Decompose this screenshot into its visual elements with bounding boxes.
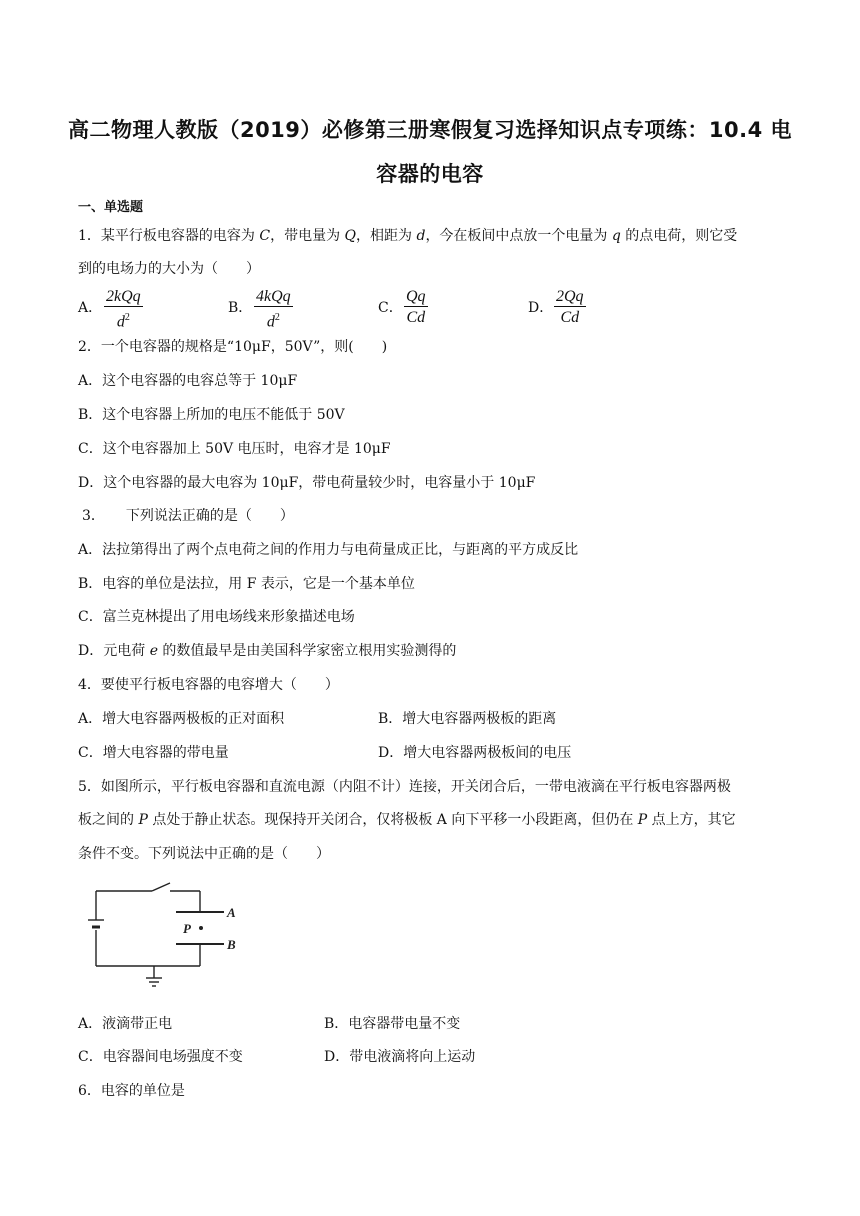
q4-stem: 4．要使平行板电容器的电容增大（ ） — [78, 677, 339, 693]
q1-text: 1．某平行板电容器的电容为 — [78, 228, 260, 244]
document-title-line-2: 容器的电容 — [376, 162, 484, 186]
q2-stem: 2．一个电容器的规格是“10μF，50V”，则( ) — [78, 339, 388, 355]
q3-option-b: B．电容的单位是法拉，用 F 表示，它是一个基本单位 — [78, 576, 415, 592]
q3-option-d-text: D．元电荷 — [78, 643, 150, 659]
q1-option-b-label: B． — [228, 300, 253, 316]
q1-var-c: C — [259, 228, 271, 244]
q5-stem-line-2 — [78, 810, 736, 830]
q3-option-d-text: 的数值最早是由美国科学家密立根用实验测得的 — [157, 643, 457, 659]
q3-option-c: C．富兰克林提出了用电场线来形象描述电场 — [78, 609, 355, 625]
q4-option-a: A．增大电容器两极板的正对面积 — [78, 711, 285, 727]
q1-text: ，带电量为 — [270, 228, 345, 244]
q3-stem: 3． 下列说法正确的是（ ） — [82, 508, 294, 524]
formula-numerator: 2kQq — [106, 288, 141, 305]
q1-text: ，相距为 — [356, 228, 417, 244]
droplet-point-p — [199, 926, 203, 930]
q3-var-e: e — [149, 643, 158, 659]
q1-text: ，今在板间中点放一个电量为 — [425, 228, 612, 244]
q5-stem-line-1: 5．如图所示，平行板电容器和直流电源（内阻不计）连接，开关闭合后，一带电液滴在平行板电容器两极 — [78, 779, 731, 795]
q5-option-b: B．电容器带电量不变 — [324, 1016, 461, 1032]
q1-option-d-label: D． — [528, 300, 554, 316]
q2-option-a: A．这个电容器的电容总等于 10μF — [78, 373, 298, 389]
battery-symbol — [88, 920, 104, 927]
formula-numerator: 4kQq — [256, 288, 291, 305]
q5-option-a: A．液滴带正电 — [78, 1016, 173, 1032]
q1-var-q-point: q — [611, 228, 621, 244]
label-a: A — [227, 905, 236, 920]
q4-option-b: B．增大电容器两极板的距离 — [378, 711, 557, 727]
label-b: B — [227, 937, 236, 952]
formula-numerator: 2Qq — [556, 288, 584, 305]
q4-option-d: D．增大电容器两极板间的电压 — [378, 745, 572, 761]
q4-option-c: C．增大电容器的带电量 — [78, 745, 229, 761]
q1-var-q-charge: Q — [344, 228, 357, 244]
q5-text: 点处于静止状态。现保持开关闭合，仅将极板 A 向下平移一小段距离，但仍在 — [147, 812, 638, 828]
q1-option-a-formula — [104, 288, 143, 330]
q2-option-c: C．这个电容器加上 50V 电压时，电容才是 10μF — [78, 441, 391, 457]
q5-stem-line-3: 条件不变。下列说法中正确的是（ ） — [78, 846, 330, 862]
q5-text: 点上方，其它 — [647, 812, 736, 828]
q1-option-c-formula — [404, 288, 428, 326]
q3-option-a: A．法拉第得出了两个点电荷之间的作用力与电荷量成正比，与距离的平方成反比 — [78, 542, 579, 558]
q5-circuit-diagram — [78, 880, 248, 992]
q1-option-d-formula — [554, 288, 586, 326]
q5-var-p: P — [138, 812, 148, 828]
q2-option-b: B．这个电容器上所加的电压不能低于 50V — [78, 407, 345, 423]
formula-den-base: d — [116, 313, 125, 331]
q1-option-a-label: A． — [78, 300, 103, 316]
formula-numerator: Qq — [406, 288, 426, 305]
q3-option-d — [78, 641, 456, 661]
formula-denominator — [117, 307, 130, 330]
q2-option-d: D．这个电容器的最大电容为 10μF，带电荷量较少时，电容量小于 10μF — [78, 475, 536, 491]
formula-den-exponent: 2 — [274, 312, 280, 323]
formula-den-exponent: 2 — [124, 312, 130, 323]
formula-denominator — [267, 307, 280, 330]
section-heading: 一、单选题 — [78, 200, 144, 215]
q1-text: 的点电荷，则它受 — [620, 228, 738, 244]
q5-option-d: D．带电液滴将向上运动 — [324, 1049, 476, 1065]
formula-denominator: Cd — [406, 309, 426, 326]
q5-var-p: P — [637, 812, 648, 828]
ground-symbol — [146, 978, 162, 986]
q1-option-b-formula — [254, 288, 293, 330]
formula-den-base: d — [266, 313, 275, 331]
q1-var-d: d — [416, 228, 426, 244]
q1-stem-line-1 — [78, 226, 737, 246]
formula-denominator: Cd — [560, 309, 580, 326]
q5-text: 板之间的 — [78, 812, 139, 828]
label-p: P — [183, 921, 191, 936]
q1-stem-line-2: 到的电场力的大小为（ ） — [78, 261, 260, 277]
document-title-line-1: 高二物理人教版（2019）必修第三册寒假复习选择知识点专项练：10.4 电 — [67, 118, 793, 142]
q1-option-c-label: C． — [378, 300, 403, 316]
q5-option-c: C．电容器间电场强度不变 — [78, 1049, 243, 1065]
q6-stem: 6．电容的单位是 — [78, 1083, 185, 1099]
